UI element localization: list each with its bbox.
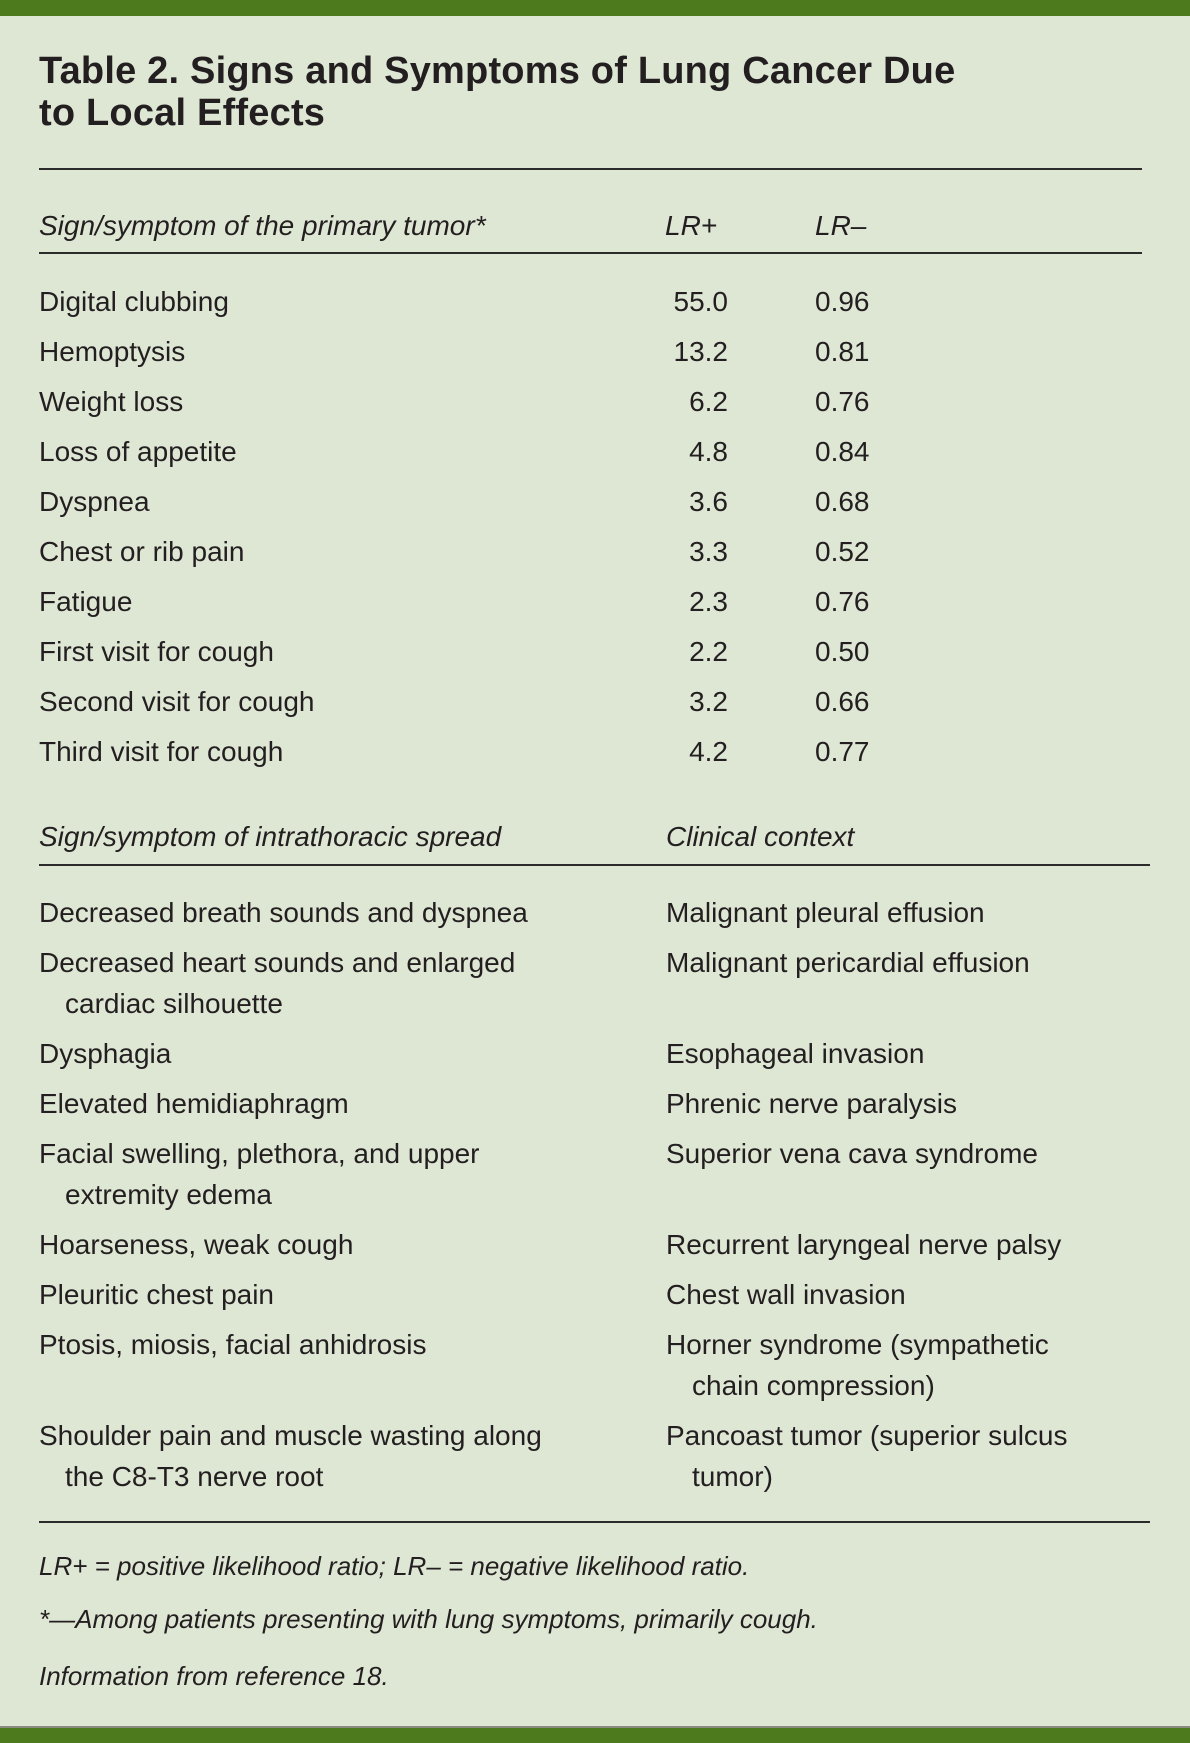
clinical-context-cell: Phrenic nerve paralysis: [666, 1088, 958, 1119]
symptom-cell: Decreased heart sounds and enlarged: [39, 947, 516, 978]
table-bottom-divider: [39, 1521, 1150, 1523]
clinical-context-cell-continuation: tumor): [692, 1461, 773, 1492]
symptom-cell-continuation: cardiac silhouette: [65, 988, 283, 1019]
symptom-cell-continuation: the C8-T3 nerve root: [65, 1461, 324, 1492]
lr-negative-cell: 0.52: [815, 536, 870, 567]
lr-negative-cell: 0.96: [815, 286, 870, 317]
clinical-context-cell: Esophageal invasion: [666, 1038, 925, 1069]
lr-negative-cell: 0.66: [815, 686, 870, 717]
footnote-source: Information from reference 18.: [39, 1661, 389, 1691]
clinical-context-cell: Pancoast tumor (superior sulcus: [666, 1420, 1068, 1451]
symptom-cell: Elevated hemidiaphragm: [39, 1088, 349, 1119]
symptom-cell: Decreased breath sounds and dyspnea: [39, 897, 528, 928]
lr-negative-cell: 0.77: [815, 736, 870, 767]
table-title-line-2: to Local Effects: [39, 92, 326, 134]
section1-header-divider: [39, 252, 1142, 254]
symptom-cell: Weight loss: [39, 386, 184, 417]
column-header-primary-symptom: Sign/symptom of the primary tumor*: [39, 210, 486, 241]
footnote-abbreviations: LR+ = positive likelihood ratio; LR– = negative likelihood ratio.: [39, 1551, 750, 1581]
clinical-context-cell: Horner syndrome (sympathetic: [666, 1329, 1049, 1360]
clinical-context-cell: Superior vena cava syndrome: [666, 1138, 1038, 1169]
lr-positive-cell: 4.8: [689, 436, 728, 467]
symptom-cell: Third visit for cough: [39, 736, 284, 767]
lr-positive-cell: 3.6: [689, 486, 728, 517]
lr-positive-cell: 2.3: [689, 586, 728, 617]
lr-positive-cell: 3.3: [689, 536, 728, 567]
clinical-context-cell: Malignant pleural effusion: [666, 897, 985, 928]
symptom-cell: Hoarseness, weak cough: [39, 1229, 354, 1260]
symptom-cell-continuation: extremity edema: [65, 1179, 272, 1210]
lr-positive-cell: 55.0: [673, 286, 728, 317]
lr-negative-cell: 0.84: [815, 436, 870, 467]
bottom-accent-bar: [0, 1726, 1190, 1743]
lr-positive-cell: 6.2: [689, 386, 728, 417]
symptom-cell: Facial swelling, plethora, and upper: [39, 1138, 480, 1169]
lr-positive-cell: 13.2: [673, 336, 728, 367]
symptom-cell: Shoulder pain and muscle wasting along: [39, 1420, 542, 1451]
lr-positive-cell: 4.2: [689, 736, 728, 767]
symptom-cell: Second visit for cough: [39, 686, 315, 717]
section2-header-divider: [39, 864, 1150, 866]
lr-negative-cell: 0.76: [815, 586, 870, 617]
lr-negative-cell: 0.50: [815, 636, 870, 667]
clinical-context-cell: Recurrent laryngeal nerve palsy: [666, 1229, 1062, 1260]
symptom-cell: Digital clubbing: [39, 286, 229, 317]
table-title: [39, 50, 1039, 134]
symptom-cell: Fatigue: [39, 586, 133, 617]
symptom-cell: Loss of appetite: [39, 436, 237, 467]
symptom-cell: Dyspnea: [39, 486, 150, 517]
column-header-clinical-context: Clinical context: [666, 821, 855, 852]
symptom-cell: Chest or rib pain: [39, 536, 245, 567]
column-header-lr-positive: LR+: [665, 210, 718, 241]
clinical-context-cell: Malignant pericardial effusion: [666, 947, 1030, 978]
table-title-line-1: Table 2. Signs and Symptoms of Lung Cancer Due: [39, 50, 956, 92]
lr-positive-cell: 3.2: [689, 686, 728, 717]
footnote-asterisk: *—Among patients presenting with lung symptoms, primarily cough.: [39, 1604, 818, 1634]
symptom-cell: Hemoptysis: [39, 336, 186, 367]
symptom-cell: Pleuritic chest pain: [39, 1279, 275, 1310]
symptom-cell: First visit for cough: [39, 636, 274, 667]
symptom-cell: Dysphagia: [39, 1038, 172, 1069]
clinical-context-cell: Chest wall invasion: [666, 1279, 906, 1310]
lr-positive-cell: 2.2: [689, 636, 728, 667]
lr-negative-cell: 0.76: [815, 386, 870, 417]
lr-negative-cell: 0.68: [815, 486, 870, 517]
lr-negative-cell: 0.81: [815, 336, 870, 367]
title-divider: [39, 168, 1142, 170]
column-header-lr-negative: LR–: [815, 210, 867, 241]
column-header-intrathoracic-symptom: Sign/symptom of intrathoracic spread: [39, 821, 502, 852]
clinical-context-cell-continuation: chain compression): [692, 1370, 935, 1401]
top-accent-bar: [0, 0, 1190, 16]
symptom-cell: Ptosis, miosis, facial anhidrosis: [39, 1329, 427, 1360]
